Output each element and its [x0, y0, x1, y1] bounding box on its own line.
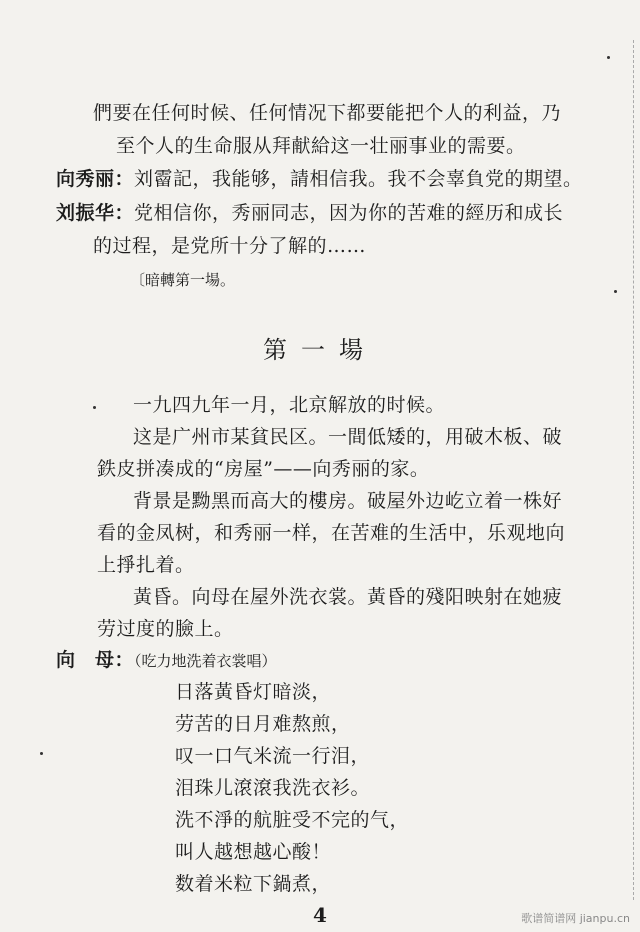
- speaker-name: 刘振华：: [56, 202, 135, 224]
- dialogue-row: [56, 201, 563, 225]
- dialogue-text: 刘霤記，我能够，請相信我。我不会辜負党的期望。: [134, 168, 583, 190]
- stage-description: 一九四九年一月，北京解放的时候。: [133, 394, 446, 416]
- stage-description: 劳过度的臉上。: [97, 618, 234, 640]
- dialogue-row: [56, 648, 277, 673]
- dialogue-text: 党相信你，秀丽同志，因为你的苦难的經历和成长: [134, 202, 564, 224]
- dialogue-row: [56, 167, 583, 191]
- page-edge-shadow: [632, 40, 634, 900]
- song-lyric: 叹一口气米流一行泪，: [175, 745, 371, 767]
- stage-direction: （吃力地洗着衣裳唱）: [134, 652, 277, 670]
- stage-description: 背景是黝黑而高大的樓房。破屋外边屹立着一株好: [133, 490, 563, 512]
- stage-description: 黃昏。向母在屋外洗衣裳。黃昏的殘阳映射在她疲: [133, 586, 563, 608]
- speaker-name: 向秀丽：: [56, 168, 135, 190]
- stage-description: 看的金凤树，和秀丽一样，在苦难的生活中，乐观地向: [97, 522, 566, 544]
- print-speck: [614, 290, 617, 293]
- song-lyric: 洗不淨的航脏受不完的气，: [175, 809, 410, 831]
- dialogue-line: 的过程，是党所十分了解的……: [93, 235, 367, 257]
- print-speck: [93, 406, 96, 409]
- stage-description: 上掙扎着。: [97, 554, 195, 576]
- stage-direction: 〔暗轉第一場。: [130, 271, 236, 289]
- song-lyric: 日落黃昏灯暗淡，: [175, 681, 332, 703]
- scene-title: 第一場: [263, 336, 377, 364]
- dialogue-line: 們要在任何时候、任何情况下都要能把个人的利益，乃: [93, 102, 562, 124]
- song-lyric: 劳苦的日月难熬煎，: [175, 713, 351, 735]
- print-speck: [40, 752, 43, 755]
- song-lyric: 叫人越想越心酸！: [175, 841, 332, 863]
- stage-description: 这是广州市某貧民区。一間低矮的，用破木板、破: [133, 426, 563, 448]
- song-lyric: 数着米粒下鍋煮，: [175, 873, 332, 895]
- stage-description: 鉄皮拼凑成的“房屋”——向秀丽的家。: [97, 458, 430, 480]
- print-speck: [607, 56, 610, 59]
- dialogue-line: 至个人的生命服从拜献給这一壮丽事业的需要。: [116, 135, 526, 157]
- site-watermark: 歌谱简谱网 jianpu.cn: [521, 912, 630, 925]
- speaker-name: 向 母：: [56, 649, 135, 671]
- song-lyric: 泪珠儿滾滾我洗衣衫。: [175, 777, 371, 799]
- page-number: 4: [313, 903, 327, 927]
